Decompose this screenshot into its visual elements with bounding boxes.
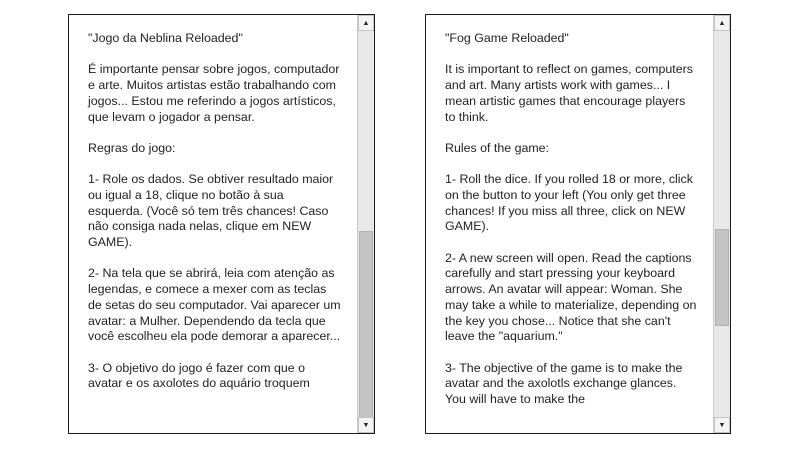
portuguese-rule-1: 1- Role os dados. Se obtiver resultado maior ou igual a 18, clique no botão à sua esquerda. (Você só tem três chances! Caso não consiga nada nelas, clique em NEW GAME). (88, 172, 334, 250)
portuguese-rule-2: 2- Na tela que se abrirá, leia com atenção as legendas, e comece a mexer com as teclas de setas do seu computador. Vai aparecer um avatar: a Mulher. Dependendo da tecla que você escolheu ela pode demorar a aparecer... (88, 266, 341, 344)
english-intro: It is important to reflect on games, computers and art. Many artists work with games... I mean artistic games that encourage players to think. (445, 62, 693, 124)
scroll-up-arrow-icon[interactable]: ▲ (358, 15, 374, 31)
english-rule-1: 1- Roll the dice. If you rolled 18 or more, click on the button to your left (You only get three chances! If you miss all three, click on NEW GAME). (445, 172, 693, 234)
portuguese-scrollbar[interactable] (357, 15, 374, 433)
scroll-up-arrow-icon[interactable]: ▲ (714, 15, 730, 31)
scrollbar-thumb[interactable] (715, 229, 729, 326)
english-rule-2: 2- A new screen will open. Read the captions carefully and start pressing your keyboard arrows. An avatar will appear: Woman. She may take a while to materialize, depending on the key you chose... Notice that she can't leave the "aquarium." (445, 250, 697, 344)
scrollbar-thumb[interactable] (359, 231, 373, 418)
portuguese-rules-heading: Regras do jogo: (88, 140, 176, 155)
english-text-panel[interactable] (425, 14, 731, 434)
portuguese-text-content (69, 15, 357, 433)
scroll-down-arrow-icon[interactable]: ▼ (714, 417, 730, 433)
portuguese-text-panel[interactable] (68, 14, 375, 434)
english-text-content (426, 15, 713, 433)
scroll-down-arrow-icon[interactable]: ▼ (358, 417, 374, 433)
english-rules-heading: Rules of the game: (445, 140, 550, 155)
portuguese-rule-3: 3- O objetivo do jogo é fazer com que o avatar e os axolotes do aquário troquem (88, 360, 310, 391)
portuguese-title: "Jogo da Neblina Reloaded" (88, 31, 243, 45)
english-scrollbar[interactable] (713, 15, 730, 433)
portuguese-intro: É importante pensar sobre jogos, computador e arte. Muitos artistas estão trabalhando com jogos... Estou me referindo a jogos artísticos, que levam o jogador a pensar. (88, 62, 340, 124)
english-title: "Fog Game Reloaded" (445, 31, 569, 45)
english-rule-3: 3- The objective of the game is to make the avatar and the axolotls exchange glances. You will have to make the (445, 360, 683, 407)
